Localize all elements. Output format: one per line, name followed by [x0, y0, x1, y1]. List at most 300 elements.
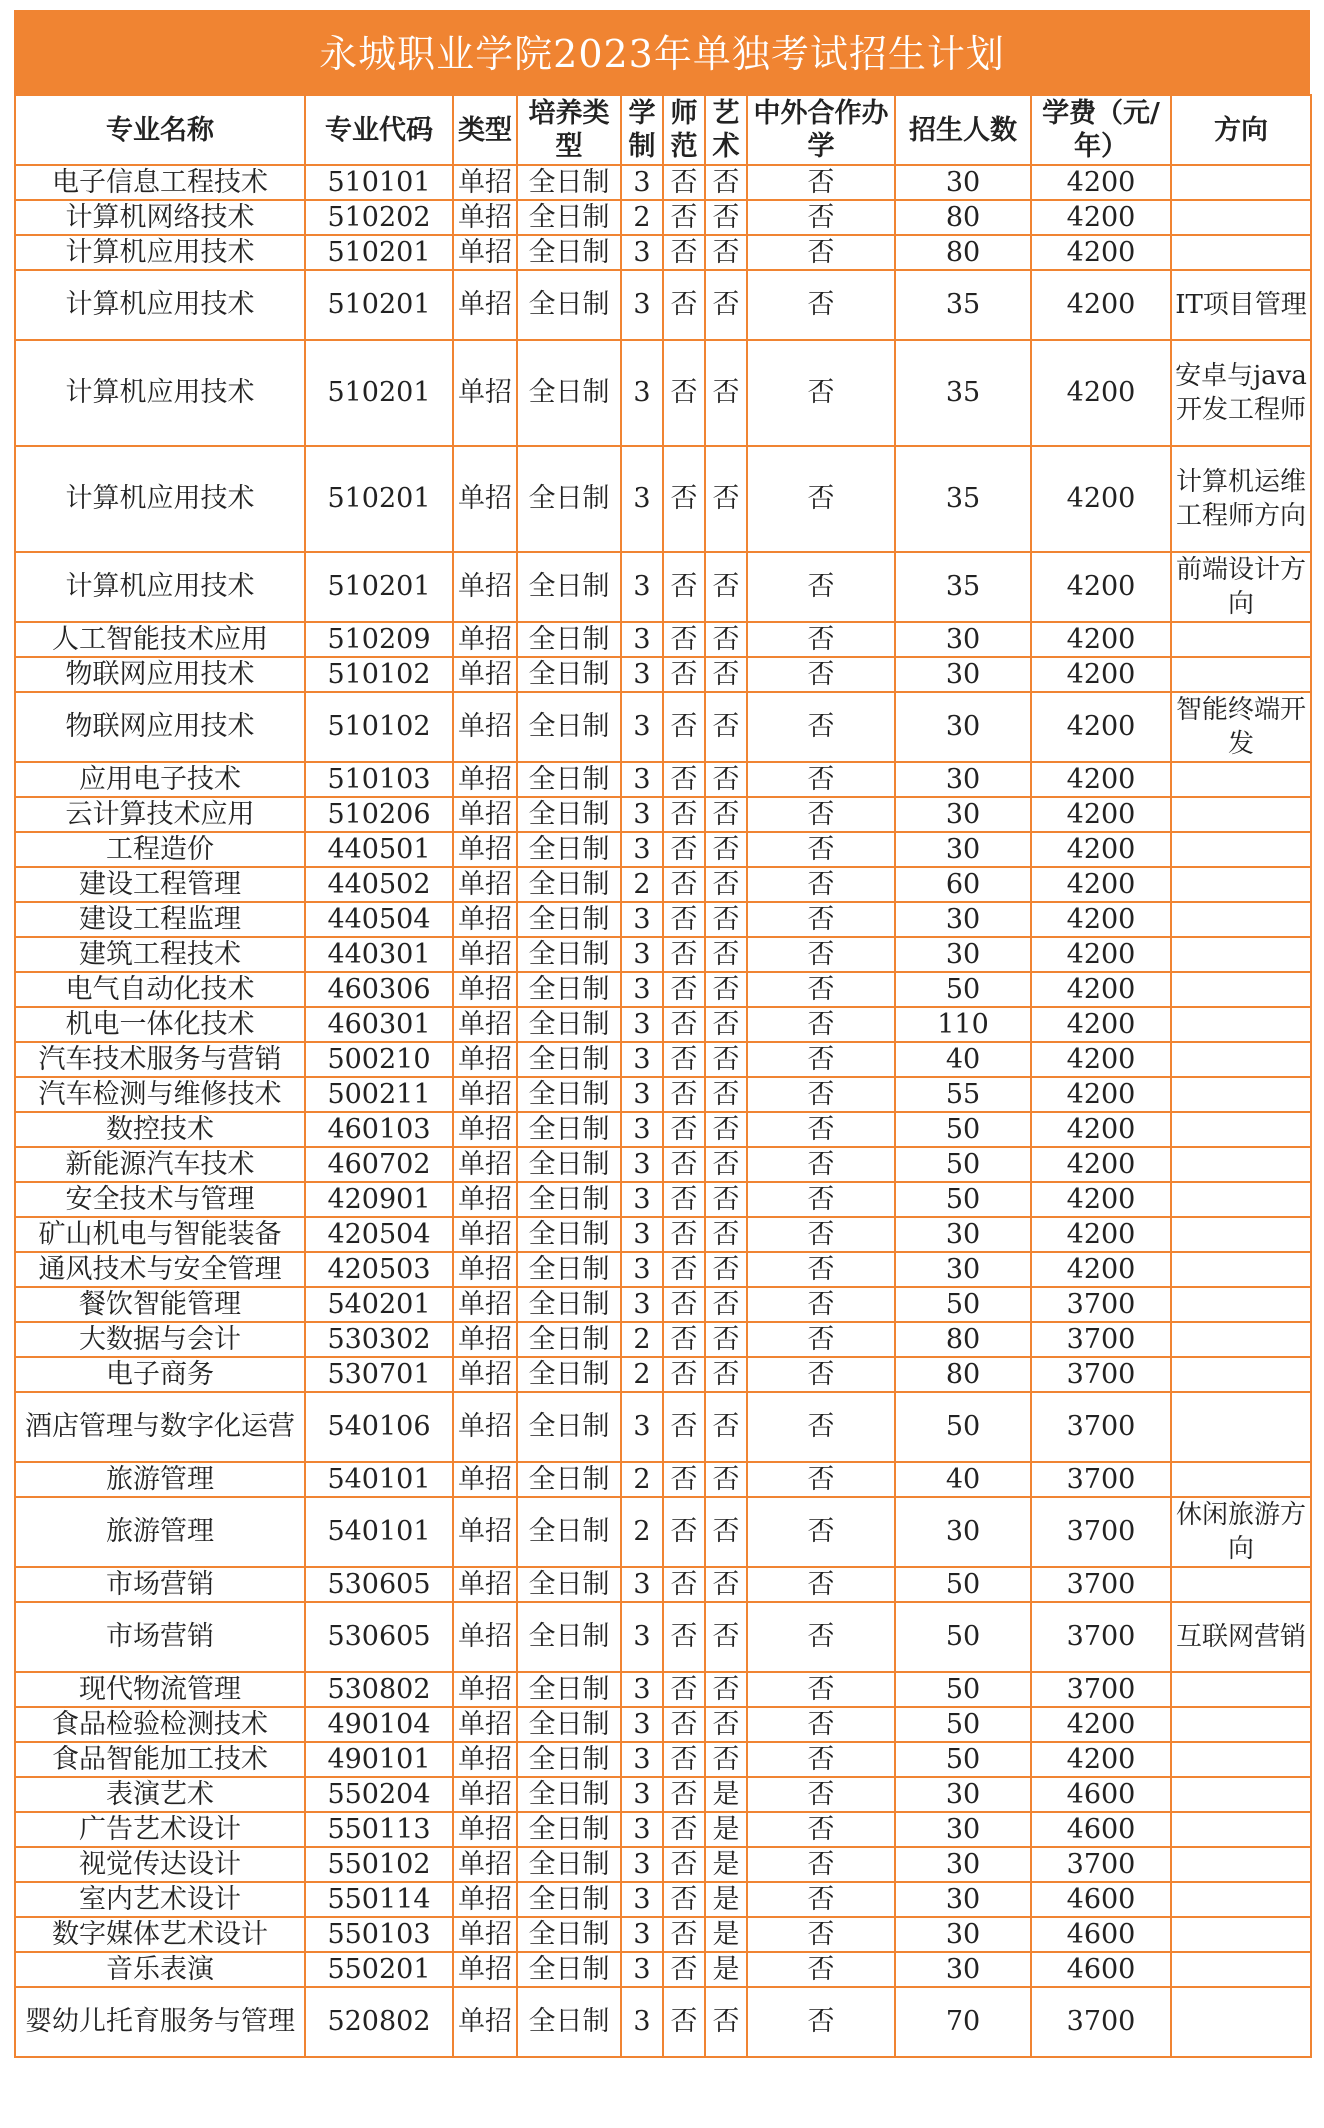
cell-major-name: 酒店管理与数字化运营	[15, 1392, 305, 1462]
cell-enrollment: 35	[895, 446, 1031, 552]
cell-major-name: 汽车技术服务与营销	[15, 1042, 305, 1077]
table-row	[15, 1147, 1311, 1182]
cell-art: 否	[705, 1042, 747, 1077]
cell-joint-program: 否	[747, 867, 895, 902]
cell-joint-program: 否	[747, 832, 895, 867]
cell-major-code: 510201	[305, 552, 453, 622]
cell-duration: 3	[621, 1742, 663, 1777]
cell-major-code: 540101	[305, 1497, 453, 1567]
cell-type: 单招	[453, 1742, 517, 1777]
cell-major-name: 云计算技术应用	[15, 797, 305, 832]
cell-teacher-training: 否	[663, 1567, 705, 1602]
cell-major-code: 510202	[305, 200, 453, 235]
table-row	[15, 1252, 1311, 1287]
cell-tuition: 4200	[1031, 657, 1171, 692]
table-row	[15, 937, 1311, 972]
cell-major-code: 500211	[305, 1077, 453, 1112]
cell-major-name: 物联网应用技术	[15, 692, 305, 762]
cell-tuition: 4200	[1031, 1147, 1171, 1182]
cell-direction: 互联网营销	[1171, 1602, 1311, 1672]
cell-duration: 3	[621, 1252, 663, 1287]
cell-enrollment: 60	[895, 867, 1031, 902]
cell-tuition: 4200	[1031, 1742, 1171, 1777]
cell-tuition: 4200	[1031, 552, 1171, 622]
cell-art: 否	[705, 1672, 747, 1707]
cell-direction	[1171, 1987, 1311, 2057]
cell-type: 单招	[453, 1672, 517, 1707]
table-row	[15, 165, 1311, 200]
cell-enrollment: 50	[895, 1567, 1031, 1602]
cell-major-code: 550114	[305, 1882, 453, 1917]
cell-art: 否	[705, 1742, 747, 1777]
cell-art: 否	[705, 340, 747, 446]
cell-joint-program: 否	[747, 1987, 895, 2057]
cell-joint-program: 否	[747, 1707, 895, 1742]
cell-major-name: 机电一体化技术	[15, 1007, 305, 1042]
cell-joint-program: 否	[747, 622, 895, 657]
cell-teacher-training: 否	[663, 1882, 705, 1917]
cell-major-name: 应用电子技术	[15, 762, 305, 797]
cell-training-type: 全日制	[517, 1567, 621, 1602]
cell-art: 否	[705, 1322, 747, 1357]
cell-major-code: 530701	[305, 1357, 453, 1392]
cell-duration: 3	[621, 1917, 663, 1952]
cell-major-name: 矿山机电与智能装备	[15, 1217, 305, 1252]
cell-major-code: 550201	[305, 1952, 453, 1987]
cell-art: 否	[705, 1217, 747, 1252]
cell-type: 单招	[453, 340, 517, 446]
cell-type: 单招	[453, 1497, 517, 1567]
cell-major-name: 音乐表演	[15, 1952, 305, 1987]
cell-type: 单招	[453, 165, 517, 200]
cell-joint-program: 否	[747, 1567, 895, 1602]
col-header-major-name: 专业名称	[15, 95, 305, 165]
cell-joint-program: 否	[747, 446, 895, 552]
cell-teacher-training: 否	[663, 1707, 705, 1742]
table-row	[15, 657, 1311, 692]
cell-joint-program: 否	[747, 165, 895, 200]
cell-major-name: 旅游管理	[15, 1497, 305, 1567]
cell-joint-program: 否	[747, 1147, 895, 1182]
cell-direction: 智能终端开发	[1171, 692, 1311, 762]
cell-duration: 3	[621, 832, 663, 867]
cell-training-type: 全日制	[517, 1497, 621, 1567]
cell-direction: 前端设计方向	[1171, 552, 1311, 622]
cell-type: 单招	[453, 832, 517, 867]
cell-teacher-training: 否	[663, 1847, 705, 1882]
table-row	[15, 797, 1311, 832]
cell-teacher-training: 否	[663, 1917, 705, 1952]
table-row	[15, 762, 1311, 797]
cell-duration: 3	[621, 552, 663, 622]
cell-training-type: 全日制	[517, 270, 621, 340]
cell-tuition: 4200	[1031, 1042, 1171, 1077]
cell-joint-program: 否	[747, 1497, 895, 1567]
cell-direction	[1171, 1882, 1311, 1917]
cell-teacher-training: 否	[663, 165, 705, 200]
cell-major-name: 婴幼儿托育服务与管理	[15, 1987, 305, 2057]
cell-type: 单招	[453, 1077, 517, 1112]
cell-art: 否	[705, 1462, 747, 1497]
cell-art: 是	[705, 1917, 747, 1952]
cell-training-type: 全日制	[517, 657, 621, 692]
cell-type: 单招	[453, 1147, 517, 1182]
cell-major-name: 数字媒体艺术设计	[15, 1917, 305, 1952]
cell-type: 单招	[453, 902, 517, 937]
cell-teacher-training: 否	[663, 1812, 705, 1847]
cell-art: 否	[705, 867, 747, 902]
cell-art: 是	[705, 1777, 747, 1812]
cell-enrollment: 30	[895, 657, 1031, 692]
cell-tuition: 4200	[1031, 1077, 1171, 1112]
table-row	[15, 622, 1311, 657]
cell-type: 单招	[453, 1812, 517, 1847]
cell-major-name: 旅游管理	[15, 1462, 305, 1497]
cell-duration: 3	[621, 340, 663, 446]
cell-duration: 3	[621, 797, 663, 832]
cell-training-type: 全日制	[517, 552, 621, 622]
cell-direction	[1171, 1917, 1311, 1952]
cell-major-code: 540106	[305, 1392, 453, 1462]
table-row	[15, 1077, 1311, 1112]
table-row	[15, 1917, 1311, 1952]
cell-training-type: 全日制	[517, 797, 621, 832]
cell-direction	[1171, 1042, 1311, 1077]
cell-major-name: 电气自动化技术	[15, 972, 305, 1007]
cell-training-type: 全日制	[517, 1322, 621, 1357]
cell-direction	[1171, 622, 1311, 657]
cell-major-name: 建筑工程技术	[15, 937, 305, 972]
table-row	[15, 1462, 1311, 1497]
cell-major-name: 物联网应用技术	[15, 657, 305, 692]
cell-teacher-training: 否	[663, 1987, 705, 2057]
cell-art: 否	[705, 1497, 747, 1567]
cell-type: 单招	[453, 1182, 517, 1217]
cell-training-type: 全日制	[517, 832, 621, 867]
cell-type: 单招	[453, 1322, 517, 1357]
cell-type: 单招	[453, 1602, 517, 1672]
cell-type: 单招	[453, 1462, 517, 1497]
cell-enrollment: 110	[895, 1007, 1031, 1042]
cell-major-code: 460103	[305, 1112, 453, 1147]
cell-type: 单招	[453, 1987, 517, 2057]
cell-enrollment: 55	[895, 1077, 1031, 1112]
cell-enrollment: 50	[895, 1112, 1031, 1147]
cell-teacher-training: 否	[663, 867, 705, 902]
cell-direction	[1171, 1777, 1311, 1812]
cell-enrollment: 50	[895, 1392, 1031, 1462]
cell-direction	[1171, 797, 1311, 832]
cell-art: 否	[705, 1287, 747, 1322]
cell-teacher-training: 否	[663, 1392, 705, 1462]
cell-enrollment: 35	[895, 340, 1031, 446]
cell-training-type: 全日制	[517, 1707, 621, 1742]
cell-major-code: 510209	[305, 622, 453, 657]
table-row	[15, 1182, 1311, 1217]
cell-joint-program: 否	[747, 1252, 895, 1287]
cell-enrollment: 30	[895, 1917, 1031, 1952]
cell-type: 单招	[453, 867, 517, 902]
cell-teacher-training: 否	[663, 1357, 705, 1392]
cell-training-type: 全日制	[517, 1112, 621, 1147]
cell-training-type: 全日制	[517, 1672, 621, 1707]
cell-duration: 3	[621, 902, 663, 937]
cell-direction	[1171, 1112, 1311, 1147]
cell-joint-program: 否	[747, 657, 895, 692]
cell-major-code: 440502	[305, 867, 453, 902]
cell-type: 单招	[453, 1042, 517, 1077]
cell-duration: 3	[621, 165, 663, 200]
cell-major-code: 510101	[305, 165, 453, 200]
cell-enrollment: 40	[895, 1462, 1031, 1497]
cell-training-type: 全日制	[517, 1182, 621, 1217]
cell-direction	[1171, 200, 1311, 235]
cell-teacher-training: 否	[663, 762, 705, 797]
cell-joint-program: 否	[747, 1287, 895, 1322]
cell-duration: 3	[621, 235, 663, 270]
cell-tuition: 4600	[1031, 1952, 1171, 1987]
cell-type: 单招	[453, 972, 517, 1007]
cell-joint-program: 否	[747, 1357, 895, 1392]
cell-major-name: 计算机应用技术	[15, 270, 305, 340]
cell-training-type: 全日制	[517, 937, 621, 972]
cell-teacher-training: 否	[663, 1322, 705, 1357]
cell-duration: 2	[621, 200, 663, 235]
cell-art: 否	[705, 1707, 747, 1742]
cell-direction	[1171, 1462, 1311, 1497]
table-row	[15, 867, 1311, 902]
cell-tuition: 3700	[1031, 1497, 1171, 1567]
cell-direction	[1171, 1707, 1311, 1742]
cell-joint-program: 否	[747, 1392, 895, 1462]
cell-training-type: 全日制	[517, 1357, 621, 1392]
cell-teacher-training: 否	[663, 1042, 705, 1077]
cell-teacher-training: 否	[663, 1497, 705, 1567]
cell-major-code: 540201	[305, 1287, 453, 1322]
cell-direction	[1171, 1952, 1311, 1987]
table-row	[15, 1812, 1311, 1847]
cell-tuition: 4200	[1031, 446, 1171, 552]
table-row	[15, 1357, 1311, 1392]
cell-art: 否	[705, 1182, 747, 1217]
table-body	[15, 165, 1311, 2057]
cell-direction	[1171, 1672, 1311, 1707]
cell-joint-program: 否	[747, 340, 895, 446]
cell-enrollment: 50	[895, 1707, 1031, 1742]
cell-direction	[1171, 762, 1311, 797]
cell-direction	[1171, 1567, 1311, 1602]
cell-joint-program: 否	[747, 1217, 895, 1252]
cell-teacher-training: 否	[663, 446, 705, 552]
cell-tuition: 4200	[1031, 622, 1171, 657]
cell-major-name: 室内艺术设计	[15, 1882, 305, 1917]
cell-art: 否	[705, 622, 747, 657]
col-header-duration: 学制	[621, 95, 663, 165]
cell-tuition: 4600	[1031, 1917, 1171, 1952]
cell-duration: 3	[621, 1707, 663, 1742]
cell-major-code: 550102	[305, 1847, 453, 1882]
cell-training-type: 全日制	[517, 446, 621, 552]
cell-direction: 休闲旅游方向	[1171, 1497, 1311, 1567]
cell-major-name: 通风技术与安全管理	[15, 1252, 305, 1287]
cell-enrollment: 30	[895, 165, 1031, 200]
cell-duration: 3	[621, 1672, 663, 1707]
table-row	[15, 1287, 1311, 1322]
cell-art: 否	[705, 657, 747, 692]
cell-art: 否	[705, 797, 747, 832]
cell-major-name: 电子信息工程技术	[15, 165, 305, 200]
admission-plan-document	[14, 10, 1310, 2058]
cell-tuition: 3700	[1031, 1987, 1171, 2057]
cell-tuition: 4200	[1031, 270, 1171, 340]
col-header-training-type: 培养类型	[517, 95, 621, 165]
cell-tuition: 4200	[1031, 797, 1171, 832]
cell-duration: 3	[621, 657, 663, 692]
cell-teacher-training: 否	[663, 1077, 705, 1112]
cell-art: 否	[705, 200, 747, 235]
cell-training-type: 全日制	[517, 165, 621, 200]
cell-joint-program: 否	[747, 200, 895, 235]
cell-tuition: 3700	[1031, 1392, 1171, 1462]
table-row	[15, 1392, 1311, 1462]
cell-teacher-training: 否	[663, 1462, 705, 1497]
cell-direction	[1171, 1812, 1311, 1847]
cell-teacher-training: 否	[663, 1252, 705, 1287]
table-row	[15, 1042, 1311, 1077]
cell-direction	[1171, 867, 1311, 902]
cell-enrollment: 30	[895, 1847, 1031, 1882]
cell-training-type: 全日制	[517, 1847, 621, 1882]
cell-direction	[1171, 832, 1311, 867]
cell-joint-program: 否	[747, 1182, 895, 1217]
cell-direction	[1171, 1357, 1311, 1392]
cell-training-type: 全日制	[517, 867, 621, 902]
cell-major-code: 500210	[305, 1042, 453, 1077]
cell-major-name: 计算机网络技术	[15, 200, 305, 235]
cell-direction	[1171, 1287, 1311, 1322]
cell-major-code: 520802	[305, 1987, 453, 2057]
cell-tuition: 3700	[1031, 1322, 1171, 1357]
cell-major-name: 计算机应用技术	[15, 552, 305, 622]
cell-major-code: 530802	[305, 1672, 453, 1707]
cell-teacher-training: 否	[663, 902, 705, 937]
cell-enrollment: 30	[895, 937, 1031, 972]
cell-art: 否	[705, 832, 747, 867]
table-row	[15, 1567, 1311, 1602]
cell-teacher-training: 否	[663, 937, 705, 972]
cell-major-code: 540101	[305, 1462, 453, 1497]
table-row	[15, 1987, 1311, 2057]
cell-enrollment: 50	[895, 1672, 1031, 1707]
cell-enrollment: 30	[895, 797, 1031, 832]
cell-joint-program: 否	[747, 902, 895, 937]
cell-teacher-training: 否	[663, 552, 705, 622]
cell-duration: 3	[621, 1392, 663, 1462]
cell-training-type: 全日制	[517, 762, 621, 797]
cell-tuition: 4200	[1031, 1252, 1171, 1287]
cell-major-name: 计算机应用技术	[15, 340, 305, 446]
cell-direction	[1171, 165, 1311, 200]
cell-teacher-training: 否	[663, 340, 705, 446]
cell-duration: 3	[621, 1602, 663, 1672]
cell-enrollment: 50	[895, 1602, 1031, 1672]
cell-major-code: 420504	[305, 1217, 453, 1252]
cell-direction: 安卓与java开发工程师	[1171, 340, 1311, 446]
cell-training-type: 全日制	[517, 1252, 621, 1287]
cell-teacher-training: 否	[663, 1602, 705, 1672]
col-header-enrollment: 招生人数	[895, 95, 1031, 165]
cell-enrollment: 50	[895, 1287, 1031, 1322]
cell-teacher-training: 否	[663, 200, 705, 235]
cell-type: 单招	[453, 692, 517, 762]
cell-type: 单招	[453, 1007, 517, 1042]
col-header-direction: 方向	[1171, 95, 1311, 165]
cell-duration: 2	[621, 1322, 663, 1357]
cell-type: 单招	[453, 797, 517, 832]
cell-direction	[1171, 1847, 1311, 1882]
cell-duration: 2	[621, 1497, 663, 1567]
cell-duration: 3	[621, 1217, 663, 1252]
table-row	[15, 692, 1311, 762]
cell-duration: 2	[621, 1462, 663, 1497]
cell-teacher-training: 否	[663, 692, 705, 762]
cell-tuition: 3700	[1031, 1847, 1171, 1882]
cell-art: 否	[705, 762, 747, 797]
cell-joint-program: 否	[747, 1322, 895, 1357]
col-header-joint-program: 中外合作办学	[747, 95, 895, 165]
cell-major-code: 550103	[305, 1917, 453, 1952]
cell-joint-program: 否	[747, 762, 895, 797]
cell-type: 单招	[453, 1392, 517, 1462]
cell-major-code: 530302	[305, 1322, 453, 1357]
cell-major-code: 510201	[305, 446, 453, 552]
cell-major-name: 现代物流管理	[15, 1672, 305, 1707]
cell-tuition: 4200	[1031, 902, 1171, 937]
table-row	[15, 1497, 1311, 1567]
cell-joint-program: 否	[747, 1077, 895, 1112]
cell-joint-program: 否	[747, 1777, 895, 1812]
cell-tuition: 4200	[1031, 235, 1171, 270]
cell-joint-program: 否	[747, 797, 895, 832]
cell-joint-program: 否	[747, 270, 895, 340]
cell-direction	[1171, 902, 1311, 937]
cell-training-type: 全日制	[517, 1287, 621, 1322]
cell-type: 单招	[453, 1112, 517, 1147]
cell-joint-program: 否	[747, 1007, 895, 1042]
cell-duration: 3	[621, 937, 663, 972]
cell-duration: 3	[621, 1777, 663, 1812]
cell-type: 单招	[453, 446, 517, 552]
cell-enrollment: 40	[895, 1042, 1031, 1077]
table-header-row	[15, 95, 1311, 165]
cell-training-type: 全日制	[517, 1392, 621, 1462]
cell-duration: 3	[621, 1147, 663, 1182]
cell-tuition: 4600	[1031, 1777, 1171, 1812]
cell-major-name: 计算机应用技术	[15, 235, 305, 270]
col-header-art: 艺术	[705, 95, 747, 165]
table-row	[15, 972, 1311, 1007]
cell-art: 否	[705, 235, 747, 270]
cell-direction: IT项目管理	[1171, 270, 1311, 340]
cell-tuition: 4200	[1031, 762, 1171, 797]
cell-type: 单招	[453, 1287, 517, 1322]
cell-duration: 3	[621, 622, 663, 657]
cell-major-code: 510201	[305, 235, 453, 270]
cell-duration: 3	[621, 1182, 663, 1217]
cell-major-code: 490101	[305, 1742, 453, 1777]
cell-direction	[1171, 1147, 1311, 1182]
cell-tuition: 4200	[1031, 1007, 1171, 1042]
